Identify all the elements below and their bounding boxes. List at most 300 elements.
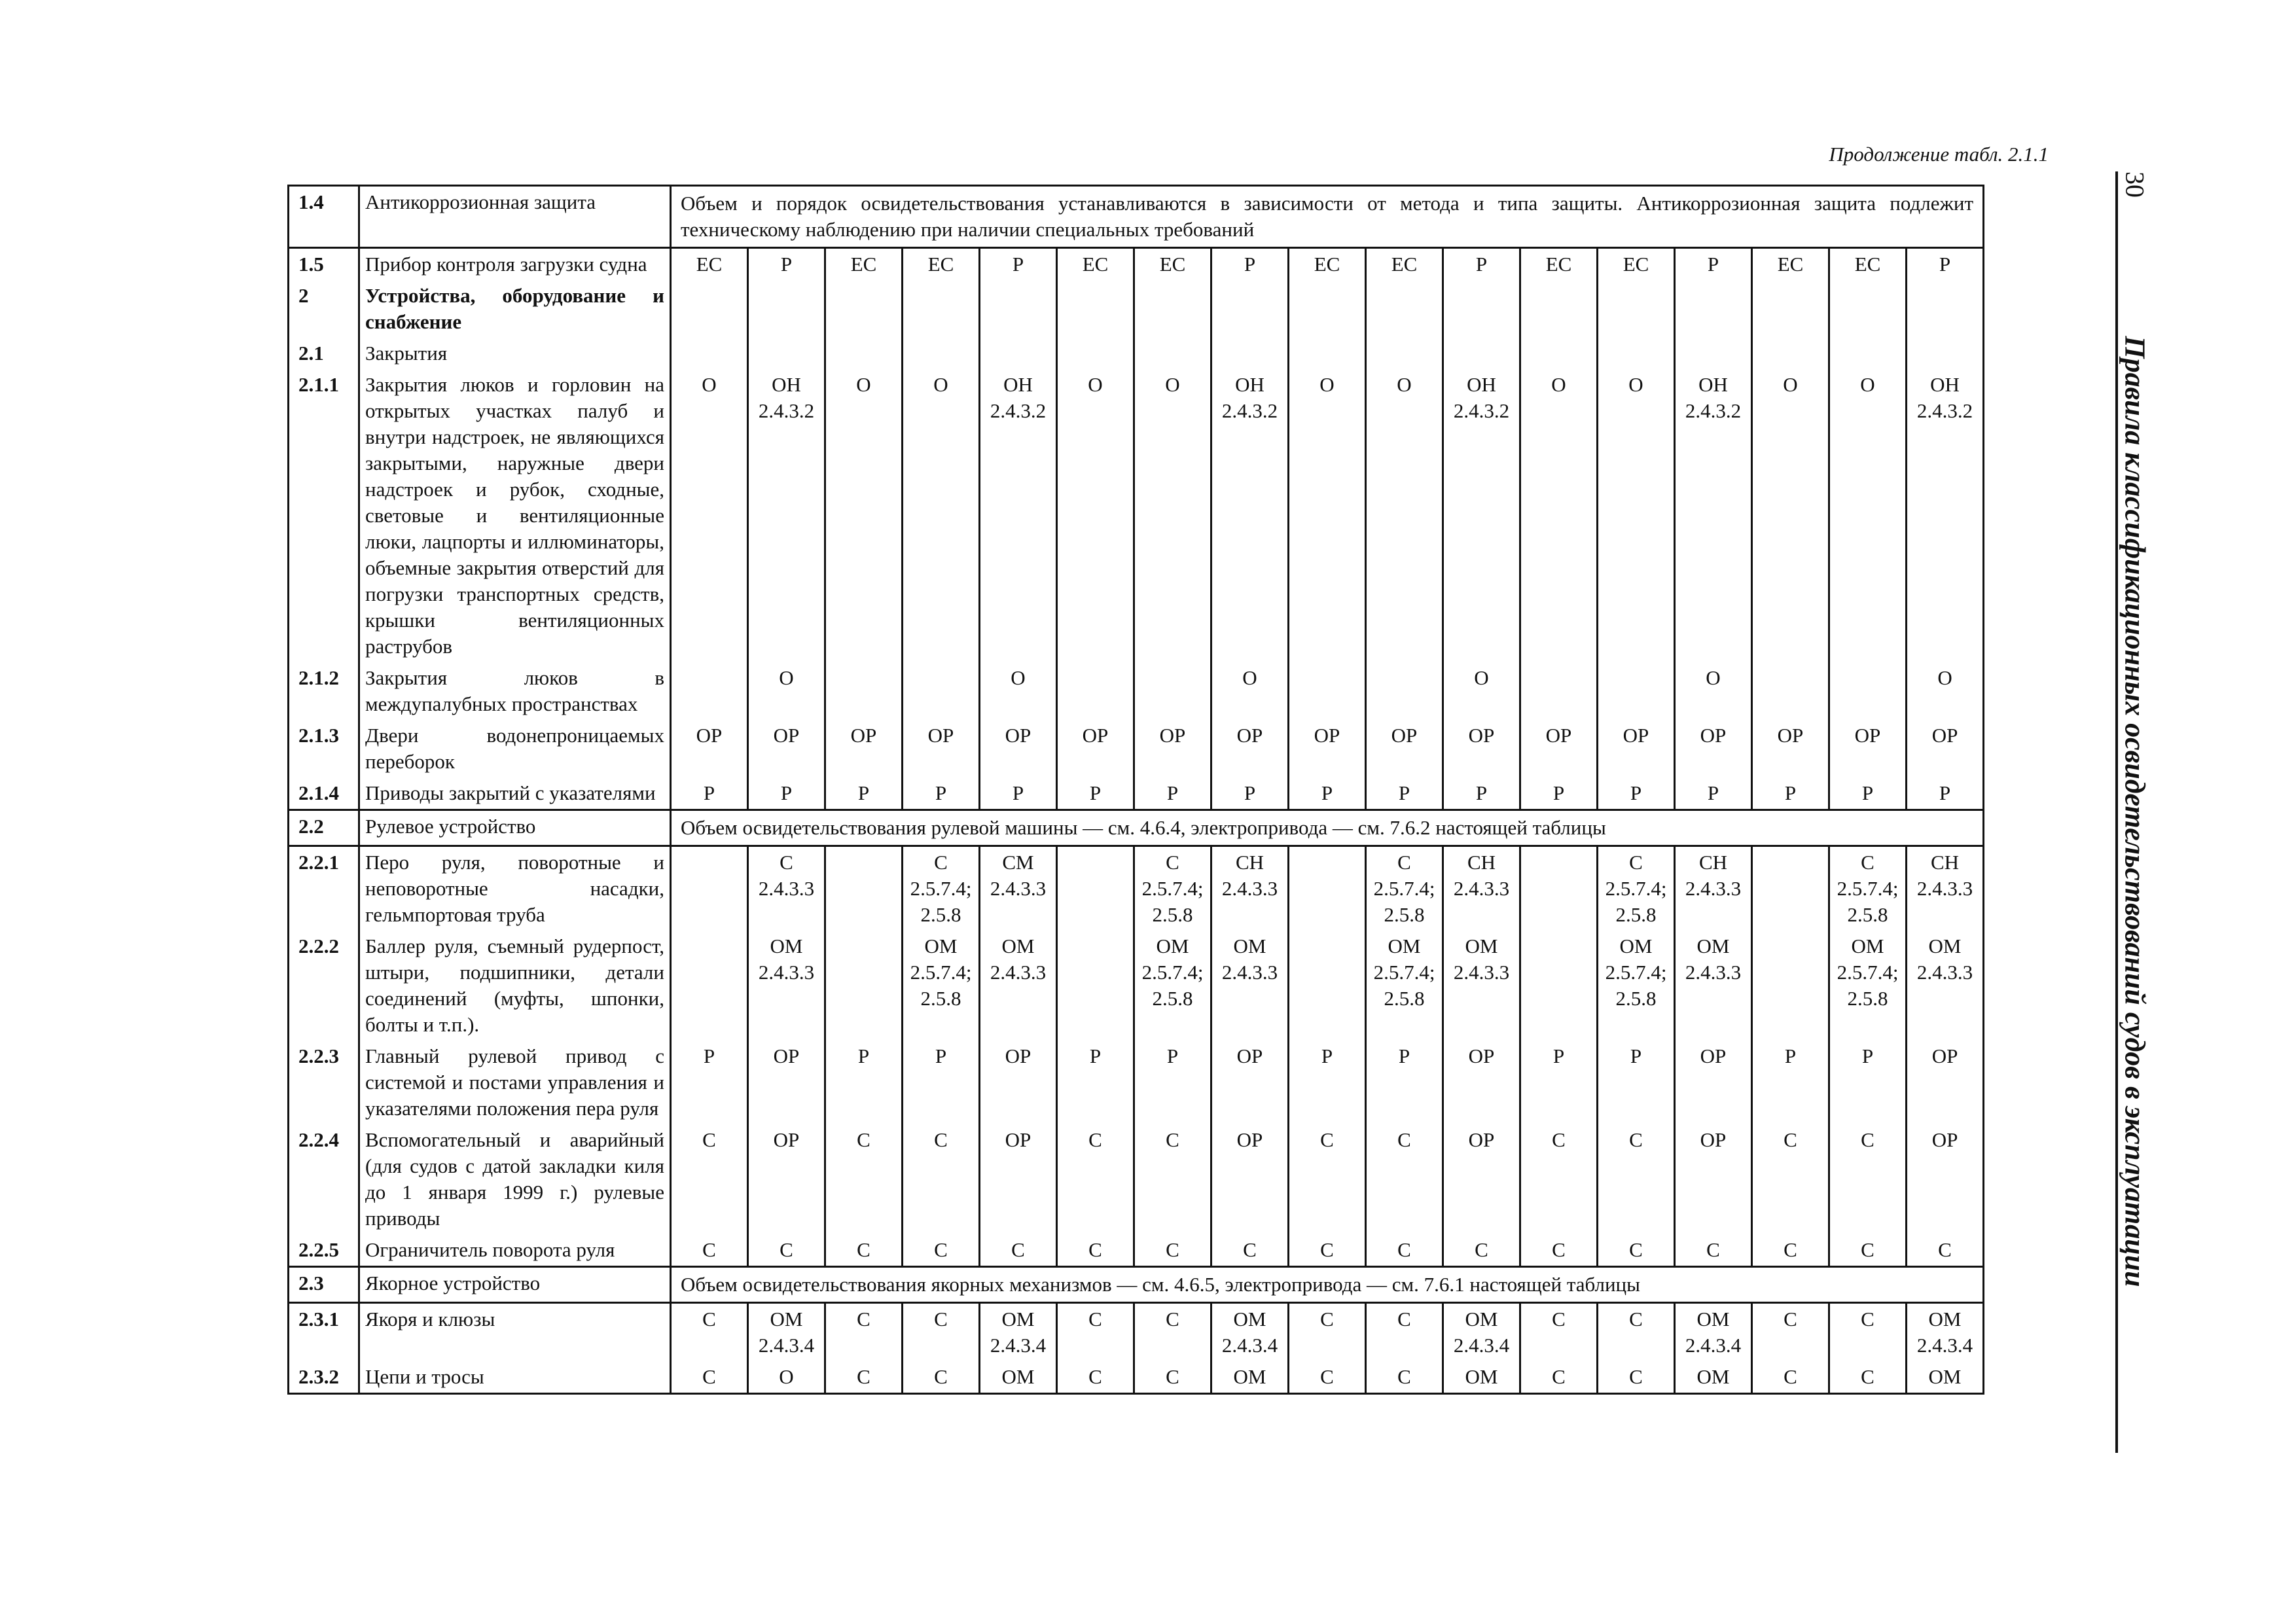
survey-cell: ОМ xyxy=(1443,1361,1520,1394)
survey-cell xyxy=(1829,846,1907,931)
survey-cell xyxy=(1211,1303,1289,1362)
survey-cell xyxy=(1211,846,1289,931)
survey-cell: Р xyxy=(1829,777,1907,810)
row-number: 2.1.1 xyxy=(289,369,359,662)
survey-cell: С xyxy=(1443,1234,1520,1267)
survey-cell xyxy=(1366,338,1443,369)
survey-cell: Р xyxy=(1366,1041,1443,1124)
table-row xyxy=(289,1041,1984,1124)
survey-cell: С xyxy=(1520,1361,1598,1394)
survey-cell-line: 2.5.8 xyxy=(1847,987,1888,1010)
survey-cell-line: 2.4.3.3 xyxy=(1916,877,1973,900)
survey-cell-line: 2.5.8 xyxy=(1152,903,1193,926)
survey-cell-line: С xyxy=(1861,851,1874,874)
survey-cell: С xyxy=(1366,1361,1443,1394)
survey-cell-line: 2.5.7.4; xyxy=(1837,877,1899,900)
survey-cell xyxy=(1598,931,1675,1041)
survey-cell: С xyxy=(1829,1124,1907,1234)
survey-cell: ОМ xyxy=(1211,1361,1289,1394)
survey-cell-line: 2.4.3.4 xyxy=(1453,1334,1510,1357)
survey-cell-line: ОМ xyxy=(1928,935,1962,957)
survey-cell xyxy=(671,338,748,369)
table-row xyxy=(289,280,1984,338)
survey-cell-line: ОН xyxy=(1003,373,1033,396)
survey-cell: С xyxy=(1598,1303,1675,1362)
survey-cell: Р xyxy=(671,777,748,810)
survey-cell: О xyxy=(825,369,903,662)
survey-cell-line: ОН xyxy=(1698,373,1728,396)
survey-cell: ОР xyxy=(1520,720,1598,777)
survey-cell-line: 2.5.7.4; xyxy=(1837,961,1899,984)
survey-cell: ОР xyxy=(1211,720,1289,777)
survey-cell: С xyxy=(1057,1361,1134,1394)
survey-cell: О xyxy=(1057,369,1134,662)
survey-cell: ЕС xyxy=(1366,248,1443,281)
survey-cell xyxy=(980,1303,1057,1362)
survey-cell xyxy=(1057,662,1134,720)
survey-cell: Р xyxy=(825,1041,903,1124)
survey-cell xyxy=(825,338,903,369)
survey-cell: ОР xyxy=(1752,720,1829,777)
survey-cell: О xyxy=(1134,369,1211,662)
survey-cell-line: 2.5.8 xyxy=(920,903,961,926)
survey-cell-line: 2.5.7.4; xyxy=(1373,877,1435,900)
survey-cell: С xyxy=(1752,1124,1829,1234)
survey-cell xyxy=(1675,369,1752,662)
table-row xyxy=(289,369,1984,662)
survey-cell xyxy=(748,338,825,369)
survey-cell xyxy=(903,338,980,369)
survey-cell: ОР xyxy=(1598,720,1675,777)
survey-cell-line: 2.5.7.4; xyxy=(1605,877,1667,900)
survey-cell: С xyxy=(980,1234,1057,1267)
item-name: Якорное устройство xyxy=(359,1267,671,1303)
survey-cell xyxy=(1829,662,1907,720)
survey-cell: Р xyxy=(671,1041,748,1124)
survey-cell: С xyxy=(1907,1234,1984,1267)
survey-cell-line: ОМ xyxy=(770,935,803,957)
survey-cell xyxy=(1520,338,1598,369)
survey-cell: Р xyxy=(980,777,1057,810)
survey-cell: ОР xyxy=(903,720,980,777)
survey-cell-line: С xyxy=(1166,851,1179,874)
survey-cell: О xyxy=(1443,662,1520,720)
item-name: Баллер руля, съемный рудерпост, штыри, подшипники, детали соединений (муфты, шпонки, болты и т.п.). xyxy=(359,931,671,1041)
survey-cell xyxy=(903,662,980,720)
survey-cell xyxy=(1675,1303,1752,1362)
table-row xyxy=(289,777,1984,810)
survey-cell-line: 2.5.8 xyxy=(1615,987,1657,1010)
survey-cell: Р xyxy=(1057,1041,1134,1124)
survey-cell: ОР xyxy=(1211,1041,1289,1124)
table-row xyxy=(289,1303,1984,1362)
table-row xyxy=(289,1124,1984,1234)
survey-cell: С xyxy=(903,1124,980,1234)
survey-cell: Р xyxy=(1598,777,1675,810)
item-name: Вспомогательный и аварийный (для судов с датой закладки киля до 1 января 1999 г.) рулевые приводы xyxy=(359,1124,671,1234)
survey-cell xyxy=(1057,931,1134,1041)
survey-cell xyxy=(1057,280,1134,338)
survey-cell-line: 2.5.7.4; xyxy=(1141,877,1204,900)
survey-cell-line: ОМ xyxy=(1388,935,1421,957)
survey-cell: С xyxy=(1366,1234,1443,1267)
table-row xyxy=(289,1267,1984,1303)
survey-cell-line: С xyxy=(1629,851,1643,874)
survey-cell-line: 2.4.3.2 xyxy=(990,399,1047,422)
survey-cell xyxy=(1211,931,1289,1041)
survey-cell-line: ОМ xyxy=(1465,935,1498,957)
survey-cell-line: ОМ xyxy=(770,1308,803,1330)
survey-cell-line: ОМ xyxy=(924,935,958,957)
row-number: 2.1.2 xyxy=(289,662,359,720)
item-name: Антикоррозионная защита xyxy=(359,186,671,248)
survey-cell xyxy=(1907,338,1984,369)
survey-cell: С xyxy=(1366,1124,1443,1234)
survey-cell-line: 2.4.3.4 xyxy=(1916,1334,1973,1357)
survey-cell: С xyxy=(1289,1361,1366,1394)
survey-cell xyxy=(1752,846,1829,931)
survey-cell-line: СН xyxy=(1698,851,1728,874)
survey-cell: О xyxy=(1829,369,1907,662)
survey-cell xyxy=(1134,846,1211,931)
survey-cell xyxy=(1520,280,1598,338)
item-name: Двери водонепроницаемых переборок xyxy=(359,720,671,777)
item-name: Закрытия люков и горловин на открытых участках палуб и внутри надстроек, не являющихся закрытыми, наружные двери надстроек и рубок, сходные, световые и вентиляционные люки, лацпорты и иллюминаторы, объемные закрытия отверстий для погрузки транспортных средств, крышки вентиляционных раструбов xyxy=(359,369,671,662)
survey-cell: С xyxy=(1134,1234,1211,1267)
survey-cell xyxy=(1520,846,1598,931)
survey-cell: Р xyxy=(1752,1041,1829,1124)
survey-cell-line: 2.5.8 xyxy=(1847,903,1888,926)
survey-cell xyxy=(825,846,903,931)
survey-cell xyxy=(671,662,748,720)
survey-cell-line: 2.4.3.3 xyxy=(758,877,815,900)
survey-cell: Р xyxy=(1211,248,1289,281)
survey-cell xyxy=(1366,280,1443,338)
survey-cell-line: ОМ xyxy=(1465,1308,1498,1330)
survey-cell: О xyxy=(1289,369,1366,662)
survey-cell xyxy=(1134,662,1211,720)
row-number: 2.2.2 xyxy=(289,931,359,1041)
survey-cell xyxy=(1057,846,1134,931)
survey-cell: ОМ xyxy=(1907,1361,1984,1394)
survey-cell: ЕС xyxy=(903,248,980,281)
survey-cell: Р xyxy=(1057,777,1134,810)
table-row xyxy=(289,186,1984,248)
survey-cell: ЕС xyxy=(671,248,748,281)
row-number: 2.1 xyxy=(289,338,359,369)
row-number: 2.1.4 xyxy=(289,777,359,810)
survey-cell xyxy=(980,931,1057,1041)
survey-cell: Р xyxy=(1289,1041,1366,1124)
survey-cell xyxy=(1598,846,1675,931)
survey-cell-line: СМ xyxy=(1002,851,1034,874)
survey-cell-line: 2.5.7.4; xyxy=(1605,961,1667,984)
survey-cell: С xyxy=(903,1234,980,1267)
survey-cell: О xyxy=(1211,662,1289,720)
survey-cell: С xyxy=(1829,1234,1907,1267)
survey-cell xyxy=(1907,931,1984,1041)
survey-cell-line: 2.4.3.3 xyxy=(1221,877,1278,900)
survey-cell xyxy=(1752,662,1829,720)
survey-cell: Р xyxy=(1289,777,1366,810)
survey-cell: Р xyxy=(1675,248,1752,281)
survey-cell: С xyxy=(1752,1303,1829,1362)
survey-cell: С xyxy=(1752,1234,1829,1267)
survey-cell xyxy=(1675,280,1752,338)
survey-cell xyxy=(1675,846,1752,931)
survey-cell: Р xyxy=(1366,777,1443,810)
survey-cell-line: СН xyxy=(1235,851,1265,874)
survey-cell-line: СН xyxy=(1930,851,1960,874)
survey-cell: С xyxy=(671,1303,748,1362)
survey-cell: О xyxy=(1752,369,1829,662)
running-head-rule xyxy=(2115,171,2118,1453)
survey-cell-line: 2.4.3.2 xyxy=(1453,399,1510,422)
survey-cell xyxy=(1366,846,1443,931)
survey-cell xyxy=(1598,662,1675,720)
survey-cell: ОР xyxy=(1366,720,1443,777)
survey-cell: О xyxy=(1675,662,1752,720)
survey-cell xyxy=(903,846,980,931)
survey-cell-line: С xyxy=(1397,851,1411,874)
survey-cell: ОР xyxy=(1907,1041,1984,1124)
survey-cell: О xyxy=(748,662,825,720)
survey-cell-line: ОМ xyxy=(1696,1308,1730,1330)
survey-cell: О xyxy=(1366,369,1443,662)
item-name: Устройства, оборудование и снабжение xyxy=(359,280,671,338)
survey-cell: О xyxy=(671,369,748,662)
item-name: Перо руля, поворотные и неповоротные насадки, гельмпортовая труба xyxy=(359,846,671,931)
survey-cell xyxy=(1829,338,1907,369)
survey-cell: Р xyxy=(1520,1041,1598,1124)
survey-cell: С xyxy=(671,1361,748,1394)
survey-cell: Р xyxy=(1520,777,1598,810)
survey-cell-line: ОМ xyxy=(1233,1308,1266,1330)
survey-cell-line: 2.4.3.3 xyxy=(990,877,1047,900)
page-number: 30 xyxy=(2120,171,2150,198)
survey-cell: С xyxy=(1134,1303,1211,1362)
survey-note: Объем и порядок освидетельствования устанавливаются в зависимости от метода и типа защиты. Антикоррозионная защита подлежит техническому наблюдению при наличии специальных требований xyxy=(671,186,1984,248)
survey-cell-line: 2.5.8 xyxy=(1384,903,1425,926)
survey-cell: ОР xyxy=(825,720,903,777)
survey-cell: ОР xyxy=(980,720,1057,777)
survey-cell: ОР xyxy=(1443,1041,1520,1124)
survey-cell: С xyxy=(903,1303,980,1362)
survey-cell: ОР xyxy=(748,720,825,777)
survey-cell: С xyxy=(1289,1124,1366,1234)
survey-cell-line: 2.4.3.3 xyxy=(990,961,1047,984)
survey-cell xyxy=(1907,1303,1984,1362)
survey-cell-line: ОН xyxy=(772,373,801,396)
item-name: Прибор контроля загрузки судна xyxy=(359,248,671,281)
survey-cell: С xyxy=(1520,1124,1598,1234)
survey-cell xyxy=(748,846,825,931)
survey-cell: С xyxy=(1211,1234,1289,1267)
survey-cell: С xyxy=(1289,1303,1366,1362)
survey-cell xyxy=(1752,338,1829,369)
survey-cell-line: 2.4.3.4 xyxy=(758,1334,815,1357)
item-name: Якоря и клюзы xyxy=(359,1303,671,1362)
survey-cell xyxy=(1907,369,1984,662)
survey-cell: Р xyxy=(1829,1041,1907,1124)
survey-cell-line: С xyxy=(780,851,793,874)
survey-scope-table xyxy=(287,185,1984,1395)
survey-cell xyxy=(1211,338,1289,369)
survey-cell xyxy=(1752,931,1829,1041)
survey-cell-line: ОМ xyxy=(1851,935,1884,957)
survey-cell: Р xyxy=(903,777,980,810)
survey-cell: С xyxy=(671,1124,748,1234)
table-row xyxy=(289,720,1984,777)
survey-cell-line: 2.4.3.2 xyxy=(758,399,815,422)
survey-cell: О xyxy=(1598,369,1675,662)
survey-cell xyxy=(1443,846,1520,931)
table-row xyxy=(289,248,1984,281)
survey-cell xyxy=(1366,931,1443,1041)
survey-cell: Р xyxy=(903,1041,980,1124)
survey-cell-line: 2.4.3.3 xyxy=(1453,877,1510,900)
survey-cell xyxy=(1289,338,1366,369)
survey-cell-line: 2.4.3.2 xyxy=(1685,399,1742,422)
table-row xyxy=(289,931,1984,1041)
survey-cell: С xyxy=(1057,1234,1134,1267)
survey-cell: ОР xyxy=(748,1124,825,1234)
item-name: Цепи и тросы xyxy=(359,1361,671,1394)
survey-cell-line: 2.4.3.4 xyxy=(1221,1334,1278,1357)
survey-cell: ЕС xyxy=(1752,248,1829,281)
table-row xyxy=(289,338,1984,369)
survey-cell: С xyxy=(671,1234,748,1267)
survey-cell: ОМ xyxy=(980,1361,1057,1394)
survey-cell: С xyxy=(825,1124,903,1234)
survey-cell-line: 2.4.3.3 xyxy=(1685,877,1742,900)
row-number: 2.2.3 xyxy=(289,1041,359,1124)
survey-cell: Р xyxy=(1211,777,1289,810)
survey-cell: Р xyxy=(1907,777,1984,810)
survey-cell: ОР xyxy=(1675,1041,1752,1124)
survey-cell: Р xyxy=(980,248,1057,281)
table-row xyxy=(289,846,1984,931)
survey-cell xyxy=(980,280,1057,338)
survey-cell xyxy=(1289,280,1366,338)
table-row xyxy=(289,810,1984,846)
survey-cell-line: 2.4.3.3 xyxy=(1221,961,1278,984)
survey-cell-line: 2.5.7.4; xyxy=(1141,961,1204,984)
survey-table-body xyxy=(289,186,1984,1394)
survey-cell: С xyxy=(1598,1361,1675,1394)
survey-cell-line: ОН xyxy=(1235,373,1265,396)
survey-cell-line: 2.4.3.3 xyxy=(1453,961,1510,984)
survey-cell xyxy=(1057,338,1134,369)
survey-cell xyxy=(1443,369,1520,662)
survey-cell: ОР xyxy=(1057,720,1134,777)
survey-cell: Р xyxy=(748,248,825,281)
survey-cell-line: 2.4.3.3 xyxy=(1685,961,1742,984)
survey-cell-line: С xyxy=(934,851,948,874)
survey-cell xyxy=(1134,280,1211,338)
survey-cell: ЕС xyxy=(1134,248,1211,281)
survey-cell-line: 2.4.3.4 xyxy=(990,1334,1047,1357)
survey-cell-line: СН xyxy=(1467,851,1496,874)
survey-cell xyxy=(1366,662,1443,720)
row-number: 1.5 xyxy=(289,248,359,281)
survey-cell-line: 2.4.3.3 xyxy=(1916,961,1973,984)
survey-cell xyxy=(1134,338,1211,369)
survey-cell xyxy=(748,931,825,1041)
survey-cell-line: 2.4.3.2 xyxy=(1916,399,1973,422)
survey-cell-line: ОМ xyxy=(1696,935,1730,957)
survey-cell: ЕС xyxy=(1289,248,1366,281)
survey-cell xyxy=(1289,662,1366,720)
survey-cell-line: 2.5.7.4; xyxy=(1373,961,1435,984)
survey-cell-line: 2.4.3.2 xyxy=(1221,399,1278,422)
survey-cell xyxy=(671,931,748,1041)
survey-cell: ОР xyxy=(671,720,748,777)
survey-cell: С xyxy=(748,1234,825,1267)
survey-cell: О xyxy=(980,662,1057,720)
survey-cell-line: 2.5.8 xyxy=(920,987,961,1010)
survey-cell: С xyxy=(1752,1361,1829,1394)
running-head: Правила классификационных освидетельствований судов в эксплуатации xyxy=(2119,336,2151,1287)
survey-cell: Р xyxy=(1443,777,1520,810)
table-row xyxy=(289,1361,1984,1394)
survey-cell: ОМ xyxy=(1675,1361,1752,1394)
survey-cell xyxy=(1520,931,1598,1041)
survey-cell: ОР xyxy=(1443,720,1520,777)
row-number: 2.3 xyxy=(289,1267,359,1303)
survey-cell: ОР xyxy=(1907,1124,1984,1234)
survey-cell xyxy=(980,369,1057,662)
survey-cell xyxy=(1829,931,1907,1041)
survey-cell xyxy=(903,931,980,1041)
survey-cell: С xyxy=(1829,1361,1907,1394)
survey-cell xyxy=(1598,338,1675,369)
survey-cell-line: 2.5.8 xyxy=(1152,987,1193,1010)
survey-cell: С xyxy=(903,1361,980,1394)
survey-cell-line: ОМ xyxy=(1233,935,1266,957)
survey-cell xyxy=(1675,931,1752,1041)
survey-cell-line: 2.5.7.4; xyxy=(910,961,972,984)
survey-cell: С xyxy=(1598,1234,1675,1267)
survey-cell xyxy=(1907,846,1984,931)
survey-cell xyxy=(1289,846,1366,931)
survey-cell: С xyxy=(825,1234,903,1267)
survey-cell xyxy=(1211,280,1289,338)
survey-cell-line: 2.4.3.3 xyxy=(758,961,815,984)
survey-cell: ОР xyxy=(1289,720,1366,777)
continuation-label: Продолжение табл. 2.1.1 xyxy=(1829,143,2049,166)
survey-cell: ЕС xyxy=(1829,248,1907,281)
survey-cell xyxy=(825,662,903,720)
survey-table-container xyxy=(287,185,1984,1395)
survey-cell: Р xyxy=(1134,1041,1211,1124)
survey-cell-line: ОМ xyxy=(1001,935,1035,957)
survey-cell: ОР xyxy=(980,1041,1057,1124)
survey-cell xyxy=(1443,1303,1520,1362)
survey-cell-line: ОМ xyxy=(1156,935,1189,957)
survey-cell-line: ОМ xyxy=(1619,935,1653,957)
survey-cell: С xyxy=(1057,1124,1134,1234)
survey-cell: ОР xyxy=(1134,720,1211,777)
survey-cell-line: ОН xyxy=(1930,373,1960,396)
survey-cell xyxy=(825,931,903,1041)
survey-cell xyxy=(1520,662,1598,720)
survey-cell xyxy=(1443,931,1520,1041)
survey-note: Объем освидетельствования рулевой машины — см. 4.6.4, электропривода — см. 7.6.2 настоящей таблицы xyxy=(671,810,1984,846)
item-name: Закрытия xyxy=(359,338,671,369)
row-number: 2.1.3 xyxy=(289,720,359,777)
survey-cell: С xyxy=(1057,1303,1134,1362)
